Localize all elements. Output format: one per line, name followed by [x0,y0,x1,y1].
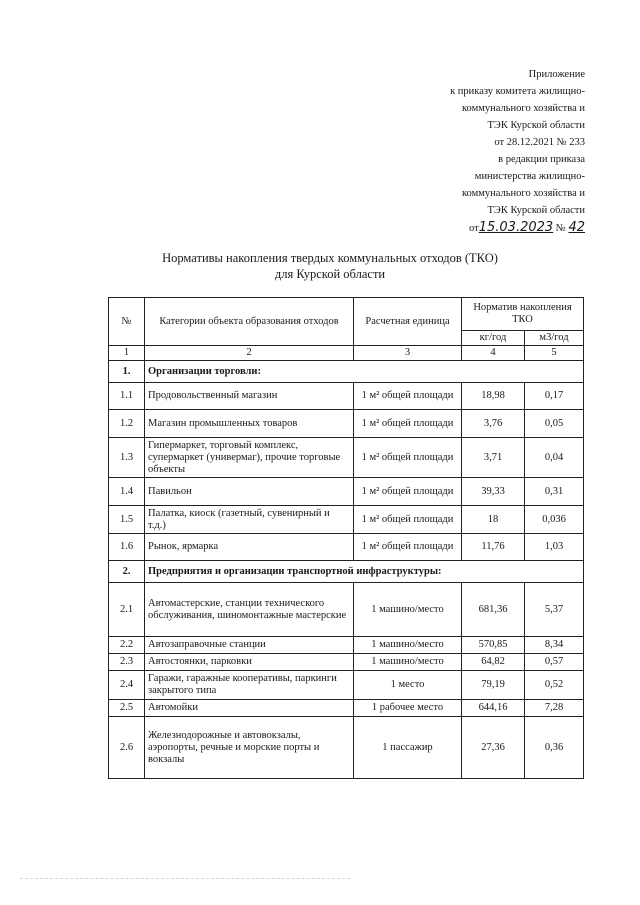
header-kg: кг/год [462,331,525,346]
table-row [109,654,584,671]
header-date-line [325,219,585,237]
row-m3: 0,52 [525,671,584,700]
section-number: 1. [109,361,145,383]
row-category: Рынок, ярмарка [145,534,354,561]
header-line: коммунального хозяйства и [461,103,585,114]
row-unit: 1 место [354,671,462,700]
row-category: Магазин промышленных товаров [145,410,354,438]
row-number: 2.5 [109,700,145,717]
approval-header [325,66,585,237]
column-number: 1 [109,346,145,361]
row-category: Автомастерские, станции технического обслуживания, шиномонтажные мастерские [145,583,354,637]
row-unit: 1 м² общей площади [354,478,462,506]
row-m3: 7,28 [525,700,584,717]
row-kg: 27,36 [462,717,525,779]
row-category: Гипермаркет, торговый комплекс, супермаркет (универмаг), прочие торговые объекты [145,438,354,478]
row-unit: 1 м² общей площади [354,383,462,410]
row-number: 2.3 [109,654,145,671]
row-m3: 5,37 [525,583,584,637]
header-line: к приказу комитета жилищно- [450,86,585,97]
row-number: 2.4 [109,671,145,700]
section-row [109,561,584,583]
row-m3: 1,03 [525,534,584,561]
table-row [109,438,584,478]
header-line: Приложение [528,69,585,80]
document-title [110,250,550,282]
row-kg: 644,16 [462,700,525,717]
section-number: 2. [109,561,145,583]
row-kg: 79,19 [462,671,525,700]
row-category: Железнодорожные и автовокзалы, аэропорты, речные и морские порты и вокзалы [145,717,354,779]
column-number: 4 [462,346,525,361]
row-category: Гаражи, гаражные кооперативы, паркинги закрытого типа [145,671,354,700]
row-category: Автостоянки, парковки [145,654,354,671]
table-row [109,506,584,534]
row-category: Павильон [145,478,354,506]
header-no: № [109,298,145,346]
header-line: коммунального хозяйства и [461,188,585,199]
row-number: 1.6 [109,534,145,561]
row-number: 1.4 [109,478,145,506]
row-category: Продовольственный магазин [145,383,354,410]
row-unit: 1 машино/место [354,583,462,637]
row-number: 1.3 [109,438,145,478]
row-category: Автомойки [145,700,354,717]
row-m3: 0,04 [525,438,584,478]
header-line: в редакции приказа [498,154,585,165]
table-row [109,717,584,779]
section-row [109,361,584,383]
row-category: Палатка, киоск (газетный, сувенирный и т.д.) [145,506,354,534]
scan-artifact-line [20,878,350,879]
table-row [109,583,584,637]
row-m3: 0,36 [525,717,584,779]
row-unit: 1 м² общей площади [354,506,462,534]
title-line: Нормативы накопления твердых коммунальных отходов (ТКО) [162,251,498,265]
row-m3: 0,57 [525,654,584,671]
header-line: от 28.12.2021 № 233 [494,137,585,148]
row-kg: 39,33 [462,478,525,506]
row-m3: 0,17 [525,383,584,410]
row-kg: 64,82 [462,654,525,671]
header-norm: Норматив накопления ТКО [462,298,584,331]
row-unit: 1 машино/место [354,637,462,654]
row-kg: 681,36 [462,583,525,637]
row-number: 2.6 [109,717,145,779]
table-row [109,534,584,561]
header-unit: Расчетная единица [354,298,462,346]
row-kg: 18 [462,506,525,534]
row-unit: 1 рабочее место [354,700,462,717]
handwritten-number: 42 [568,220,585,235]
row-kg: 3,76 [462,410,525,438]
table-row [109,637,584,654]
row-m3: 0,05 [525,410,584,438]
norms-table [108,297,584,779]
header-category: Категории объекта образования отходов [145,298,354,346]
row-category: Автозаправочные станции [145,637,354,654]
row-unit: 1 м² общей площади [354,438,462,478]
date-prefix: от [469,223,479,234]
number-prefix: № [555,223,566,234]
handwritten-date: 15.03.2023 [478,220,554,235]
row-number: 1.1 [109,383,145,410]
row-kg: 18,98 [462,383,525,410]
row-kg: 11,76 [462,534,525,561]
row-kg: 570,85 [462,637,525,654]
row-m3: 0,31 [525,478,584,506]
header-m3: м3/год [525,331,584,346]
column-number: 2 [145,346,354,361]
row-number: 1.5 [109,506,145,534]
row-unit: 1 машино/место [354,654,462,671]
header-line: министерства жилищно- [474,171,585,182]
table-row [109,478,584,506]
section-label: Организации торговли: [145,361,584,383]
table-row [109,410,584,438]
row-number: 2.1 [109,583,145,637]
header-line: ТЭК Курской области [487,120,585,131]
column-number: 3 [354,346,462,361]
row-unit: 1 м² общей площади [354,534,462,561]
column-number: 5 [525,346,584,361]
row-number: 1.2 [109,410,145,438]
row-unit: 1 м² общей площади [354,410,462,438]
row-kg: 3,71 [462,438,525,478]
row-m3: 8,34 [525,637,584,654]
row-m3: 0,036 [525,506,584,534]
table-row [109,383,584,410]
table-row [109,700,584,717]
header-line: ТЭК Курской области [487,205,585,216]
table-row [109,671,584,700]
section-label: Предприятия и организации транспортной инфраструктуры: [145,561,584,583]
title-line: для Курской области [274,267,386,281]
row-number: 2.2 [109,637,145,654]
row-unit: 1 пассажир [354,717,462,779]
